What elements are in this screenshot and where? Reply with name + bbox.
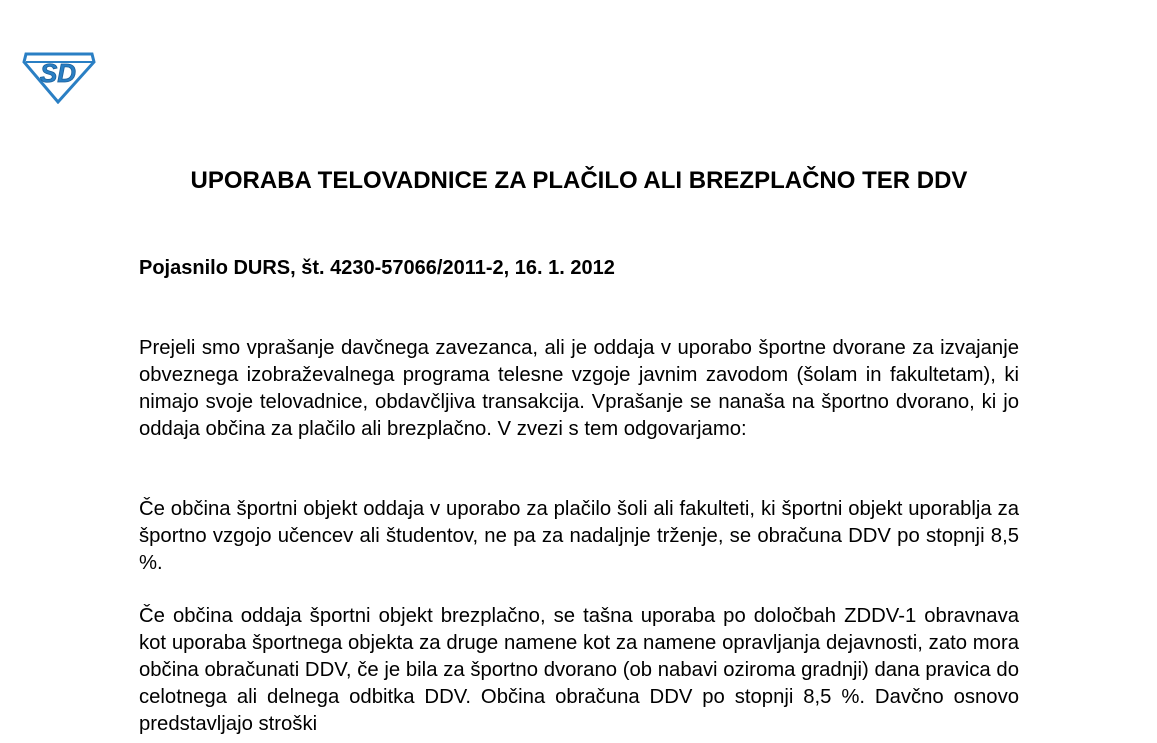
paragraph-1: Prejeli smo vprašanje davčnega zavezanca, ali je oddaja v uporabo športne dvorane za izvajanje obveznega izobraževalnega programa telesne vzgoje javnim zavodom (šolam in fakultetam), ki nimajo svoje telovadnice, obdavčljiva transakcija. Vprašanje se nanaša na športno dvorano, ki jo oddaja občina za plačilo ali brezplačno. V zvezi s tem odgovarjamo: <box>139 337 1019 440</box>
sd-logo-icon <box>22 48 96 104</box>
logo-text: SD <box>39 58 77 88</box>
document-title: UPORABA TELOVADNICE ZA PLAČILO ALI BREZPLAČNO TER DDV <box>190 167 968 194</box>
document-subtitle: Pojasnilo DURS, št. 4230-57066/2011-2, 16. 1. 2012 <box>139 257 615 279</box>
paragraph-3: Če občina oddaja športni objekt brezplačno, se tašna uporaba po določbah ZDDV-1 obravnava kot uporaba športnega objekta za druge namene kot za namene opravljanja dejavnosti, zato mora občina obračunati DDV, če je bila za športno dvorano (ob nabavi oziroma gradnji) dana pravica do celotnega ali delnega odbitka DDV. Občina obračuna DDV po stopnji 8,5 %. Davčno osnovo predstavljajo stroški <box>139 605 1019 735</box>
paragraph-2: Če občina športni objekt oddaja v uporabo za plačilo šoli ali fakulteti, ki športni objekt uporablja za športno vzgojo učencev ali študentov, ne pa za nadaljnje trženje, se obračuna DDV po stopnji 8,5 %. <box>139 498 1019 574</box>
